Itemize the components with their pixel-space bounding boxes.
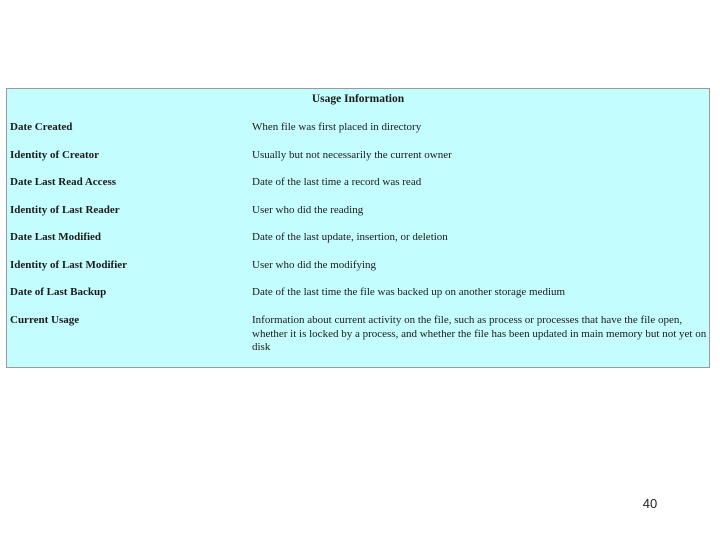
field-description: User who did the modifying (252, 259, 377, 271)
field-name: Date of Last Backup (10, 286, 107, 298)
field-name: Date Last Read Access (10, 176, 117, 188)
field-description: User who did the reading (252, 204, 364, 216)
field-name: Identity of Last Modifier (10, 259, 128, 271)
usage-information-table (6, 88, 710, 368)
field-description: Information about current activity on the file, such as process or processes that have the file open, whether it is locked by a process, and whether the file has been updated in main memory but not yet on disk (252, 314, 707, 353)
field-name: Identity of Last Reader (10, 204, 120, 216)
field-name: Current Usage (10, 314, 80, 326)
field-description: Date of the last update, insertion, or deletion (252, 231, 448, 243)
page-number: 40 (642, 496, 658, 511)
field-name: Identity of Creator (10, 149, 99, 161)
field-description: Usually but not necessarily the current owner (252, 149, 452, 161)
table-title: Usage Information (311, 93, 405, 105)
field-description: Date of the last time a record was read (252, 176, 422, 188)
field-description: Date of the last time the file was backed up on another storage medium (252, 286, 566, 298)
field-name: Date Last Modified (10, 231, 102, 243)
field-description: When file was first placed in directory (252, 121, 422, 133)
field-name: Date Created (10, 121, 73, 133)
